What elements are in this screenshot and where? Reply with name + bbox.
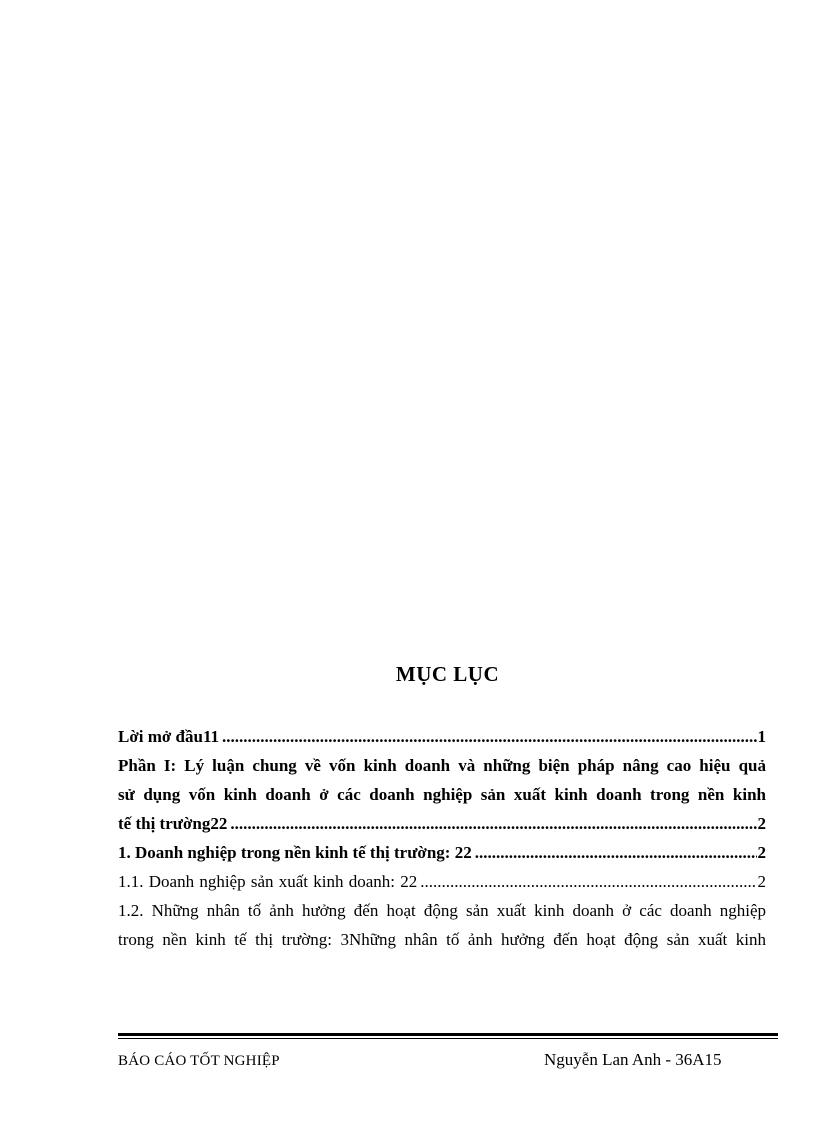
toc-entry-text: tế thị trường22 (118, 814, 228, 833)
toc-leader-dots (230, 809, 756, 838)
toc-entry-text-line: 1.2. Những nhân tố ảnh hưởng đến hoạt động sản xuất kinh doanh ở các doanh nghiệp (118, 901, 766, 920)
toc-leader-dots (222, 722, 756, 751)
toc-entry-introduction[interactable] (118, 722, 766, 751)
toc-entry-section-1-2[interactable] (118, 896, 766, 954)
toc-entry-part-one[interactable] (118, 751, 766, 838)
footer-rule-thin (118, 1038, 778, 1039)
toc-entry-page: 1 (757, 727, 766, 746)
toc-entry-text: 1. Doanh nghiệp trong nền kinh tế thị trường: 22 (118, 843, 472, 862)
footer-report-label: BÁO CÁO TỐT NGHIỆP (118, 1053, 280, 1069)
toc-title: MỤC LỤC (395, 662, 500, 686)
toc-entry-section-1-1[interactable] (118, 867, 766, 896)
toc-leader-dots (475, 838, 757, 867)
toc-entry-page: 2 (757, 843, 766, 862)
toc-entry-page: 2 (757, 872, 766, 891)
toc-entry-text-line: trong nền kinh tế thị trường: 3Những nhân tố ảnh hưởng đến hoạt động sản xuất kinh (118, 930, 766, 949)
toc-entry-section-1[interactable] (118, 838, 766, 867)
toc-entry-text-line: sử dụng vốn kinh doanh ở các doanh nghiệp sản xuất kinh doanh trong nền kinh (118, 785, 766, 804)
toc-entry-text: Lời mở đầu11 (118, 727, 220, 746)
toc-entry-page: 2 (757, 814, 766, 833)
toc-entry-text: 1.1. Doanh nghiệp sản xuất kinh doanh: 22 (118, 872, 418, 891)
toc-leader-dots (420, 867, 756, 896)
table-of-contents (118, 722, 766, 954)
footer-rule-thick (118, 1033, 778, 1036)
footer-author: Nguyễn Lan Anh - 36A15 (544, 1050, 722, 1069)
toc-entry-text-line: Phần I: Lý luận chung về vốn kinh doanh và những biện pháp nâng cao hiệu quả (118, 756, 766, 775)
